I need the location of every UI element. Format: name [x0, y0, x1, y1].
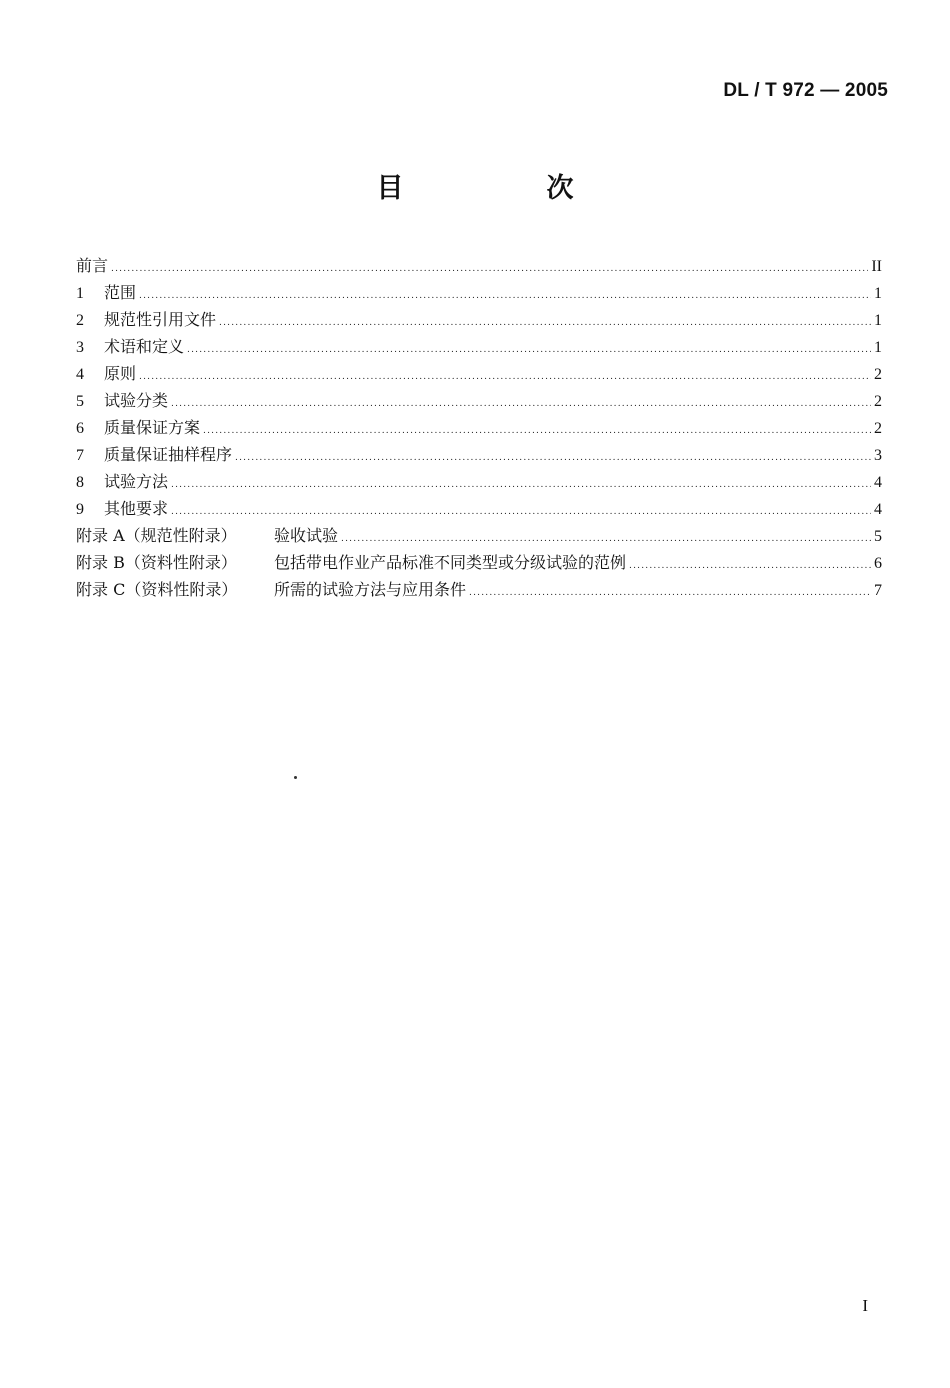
toc-entry-number: 4 [76, 366, 84, 383]
toc-entry-number: 7 [76, 447, 84, 464]
toc-entry-page: 2 [874, 420, 882, 437]
toc-appendix-label: 附录 A（规范性附录） [76, 526, 237, 545]
toc-entry-title: 其他要求 [104, 499, 169, 518]
toc-entry-number: 9 [76, 501, 84, 518]
toc-entry-2[interactable] [76, 306, 882, 333]
toc-leader-dots [235, 445, 871, 472]
toc-entry-page: 6 [874, 555, 882, 572]
toc-entry-title: 原则 [104, 364, 137, 383]
scan-speck [294, 776, 297, 779]
toc-leader-dots [139, 283, 871, 310]
toc-entry-4[interactable] [76, 360, 882, 387]
toc-entry-title: 质量保证抽样程序 [104, 445, 233, 464]
toc-leader-dots [111, 256, 868, 283]
toc-entry-title: 前言 [76, 256, 109, 275]
toc-entry-number: 3 [76, 339, 84, 356]
toc-entry-6[interactable] [76, 414, 882, 441]
toc-entry-appendix-b[interactable] [76, 549, 882, 576]
toc-appendix-label: 附录 B（资料性附录） [76, 553, 237, 572]
toc-entry-page: 5 [874, 528, 882, 545]
toc-entry-foreword[interactable] [76, 252, 882, 279]
toc-entry-page: 3 [874, 447, 882, 464]
toc-entry-number: 8 [76, 474, 84, 491]
toc-entry-3[interactable] [76, 333, 882, 360]
toc-entry-page: 2 [874, 393, 882, 410]
toc-entry-page: 1 [874, 312, 882, 329]
toc-entry-appendix-c[interactable] [76, 576, 882, 603]
page-number: I [862, 1296, 868, 1315]
toc-entry-title: 术语和定义 [104, 337, 185, 356]
toc-leader-dots [139, 364, 871, 391]
toc-leader-dots [629, 553, 871, 580]
toc-entry-page: 1 [874, 285, 882, 302]
toc-entry-page: 2 [874, 366, 882, 383]
toc-entry-number: 2 [76, 312, 84, 329]
table-of-contents [76, 252, 882, 603]
standard-code: DL / T 972 — 2005 [723, 80, 888, 101]
toc-entry-page: 1 [874, 339, 882, 356]
toc-entry-page: II [871, 258, 882, 275]
toc-leader-dots [171, 472, 871, 499]
toc-entry-title: 范围 [104, 283, 137, 302]
toc-entry-appendix-a[interactable] [76, 522, 882, 549]
toc-entry-page: 7 [874, 582, 882, 599]
toc-entry-title: 验收试验 [274, 526, 339, 545]
toc-entry-page: 4 [874, 474, 882, 491]
toc-entry-9[interactable] [76, 495, 882, 522]
toc-leader-dots [219, 310, 871, 337]
toc-entry-5[interactable] [76, 387, 882, 414]
toc-entry-1[interactable] [76, 279, 882, 306]
toc-entry-title: 质量保证方案 [104, 418, 201, 437]
toc-entry-8[interactable] [76, 468, 882, 495]
toc-entry-title: 试验方法 [104, 472, 169, 491]
toc-entry-title: 规范性引用文件 [104, 310, 217, 329]
toc-entry-7[interactable] [76, 441, 882, 468]
toc-leader-dots [203, 418, 871, 445]
toc-entry-number: 6 [76, 420, 84, 437]
toc-entry-page: 4 [874, 501, 882, 518]
page-title: 目 次 [376, 173, 632, 204]
toc-entry-number: 1 [76, 285, 84, 302]
toc-entry-title: 所需的试验方法与应用条件 [274, 580, 467, 599]
toc-leader-dots [187, 337, 871, 364]
toc-leader-dots [469, 580, 871, 607]
toc-leader-dots [171, 391, 871, 418]
toc-entry-number: 5 [76, 393, 84, 410]
toc-entry-title: 试验分类 [104, 391, 169, 410]
toc-appendix-label: 附录 C（资料性附录） [76, 580, 238, 599]
toc-entry-title: 包括带电作业产品标准不同类型或分级试验的范例 [274, 553, 627, 572]
